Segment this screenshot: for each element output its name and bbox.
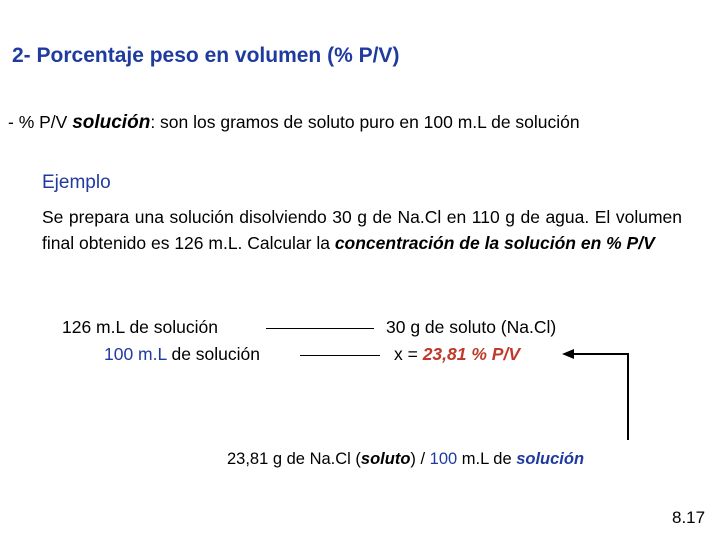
rule-row2-highlight: 100 m.L bbox=[104, 344, 167, 364]
rule-row2-x: x = bbox=[394, 344, 423, 364]
summary-line bbox=[227, 450, 584, 469]
summary-part1: 23,81 g de Na.Cl ( bbox=[227, 450, 361, 468]
summary-part3: m.L de bbox=[457, 450, 517, 468]
example-emphasis: concentración de la solución en % P/V bbox=[334, 233, 655, 253]
rule-row2-rest: de solución bbox=[166, 344, 260, 364]
summary-part2: ) / bbox=[410, 450, 430, 468]
slide-title: 2- Porcentaje peso en volumen (% P/V) bbox=[12, 44, 400, 67]
definition-prefix: - % P/V bbox=[8, 112, 73, 132]
page-number: 8.17 bbox=[672, 508, 706, 527]
summary-hundred: 100 bbox=[429, 450, 458, 468]
definition-term: solución bbox=[72, 112, 151, 133]
rule-row2-result: 23,81 % P/V bbox=[422, 344, 520, 364]
definition-rest: : son los gramos de soluto puro en 100 m.L de solución bbox=[150, 112, 580, 132]
example-body: Se prepara una solución disolviendo 30 g de Na.Cl en 110 g de agua. El volumen final obtenido es 126 m.L. Calcular la bbox=[42, 207, 682, 253]
example-heading: Ejemplo bbox=[42, 172, 111, 193]
rule-row1-left: 126 m.L de solución bbox=[62, 317, 218, 337]
summary-soluto: soluto bbox=[360, 450, 411, 468]
summary-solucion: solución bbox=[516, 450, 585, 468]
rule-row1-right: 30 g de soluto (Na.Cl) bbox=[386, 317, 557, 337]
